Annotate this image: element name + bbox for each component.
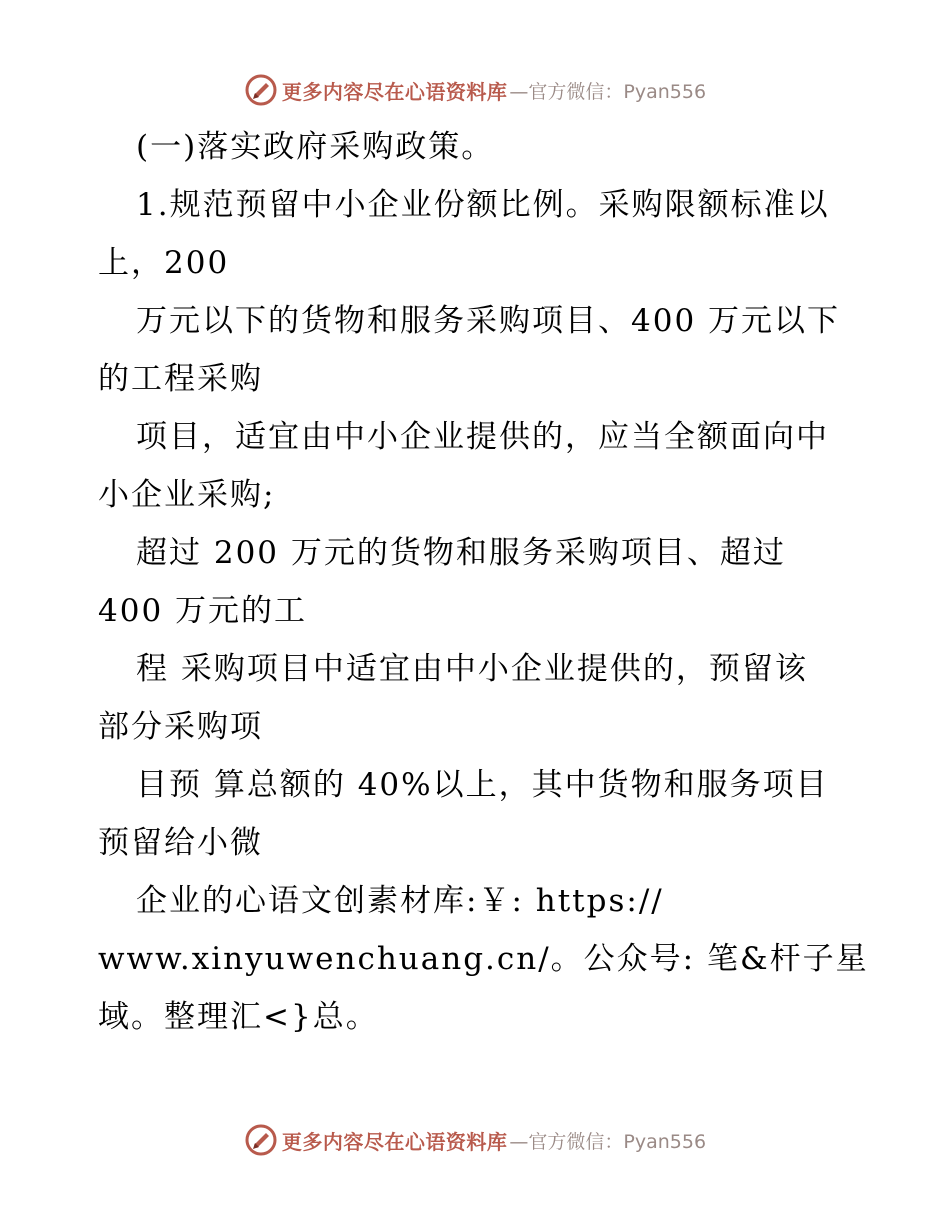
banner-wechat: —官方微信：Pyan556	[509, 1130, 707, 1153]
text-line: 项目，适宜由中小企业提供的，应当全额面向中	[136, 419, 829, 455]
text-line: 400 万元的工	[98, 593, 308, 629]
pen-logo-icon	[244, 1123, 278, 1157]
text-line: 小企业采购;	[98, 477, 276, 513]
text-line: 1.规范预留中小企业份额比例。采购限额标准以	[136, 187, 830, 223]
header-banner	[0, 70, 950, 110]
pen-logo-icon	[244, 73, 278, 107]
text-line: (一)落实政府采购政策。	[136, 129, 495, 165]
text-line: 程 采购项目中适宜由中小企业提供的，预留该	[136, 651, 808, 687]
text-line: 超过 200 万元的货物和服务采购项目、超过	[136, 535, 786, 571]
text-line: 企业的心语文创素材库:￥: https://	[136, 883, 664, 919]
text-line: 部分采购项	[98, 709, 263, 745]
text-line: 预留给小微	[98, 825, 263, 861]
text-line: 域。整理汇<}总。	[98, 999, 379, 1035]
text-line: 的工程采购	[98, 361, 263, 397]
document-body	[98, 118, 868, 1046]
text-line: 上，200	[98, 245, 230, 281]
text-line: 万元以下的货物和服务采购项目、400 万元以下	[136, 303, 841, 339]
text-line: 目预 算总额的 40%以上，其中货物和服务项目	[136, 767, 829, 803]
banner-title: 更多内容尽在心语资料库	[281, 79, 508, 104]
text-line: www.xinyuwenchuang.cn/。公众号: 笔&杆子星	[98, 941, 869, 977]
footer-banner	[0, 1120, 950, 1160]
banner-wechat: —官方微信：Pyan556	[509, 80, 707, 103]
banner-title: 更多内容尽在心语资料库	[281, 1129, 508, 1154]
